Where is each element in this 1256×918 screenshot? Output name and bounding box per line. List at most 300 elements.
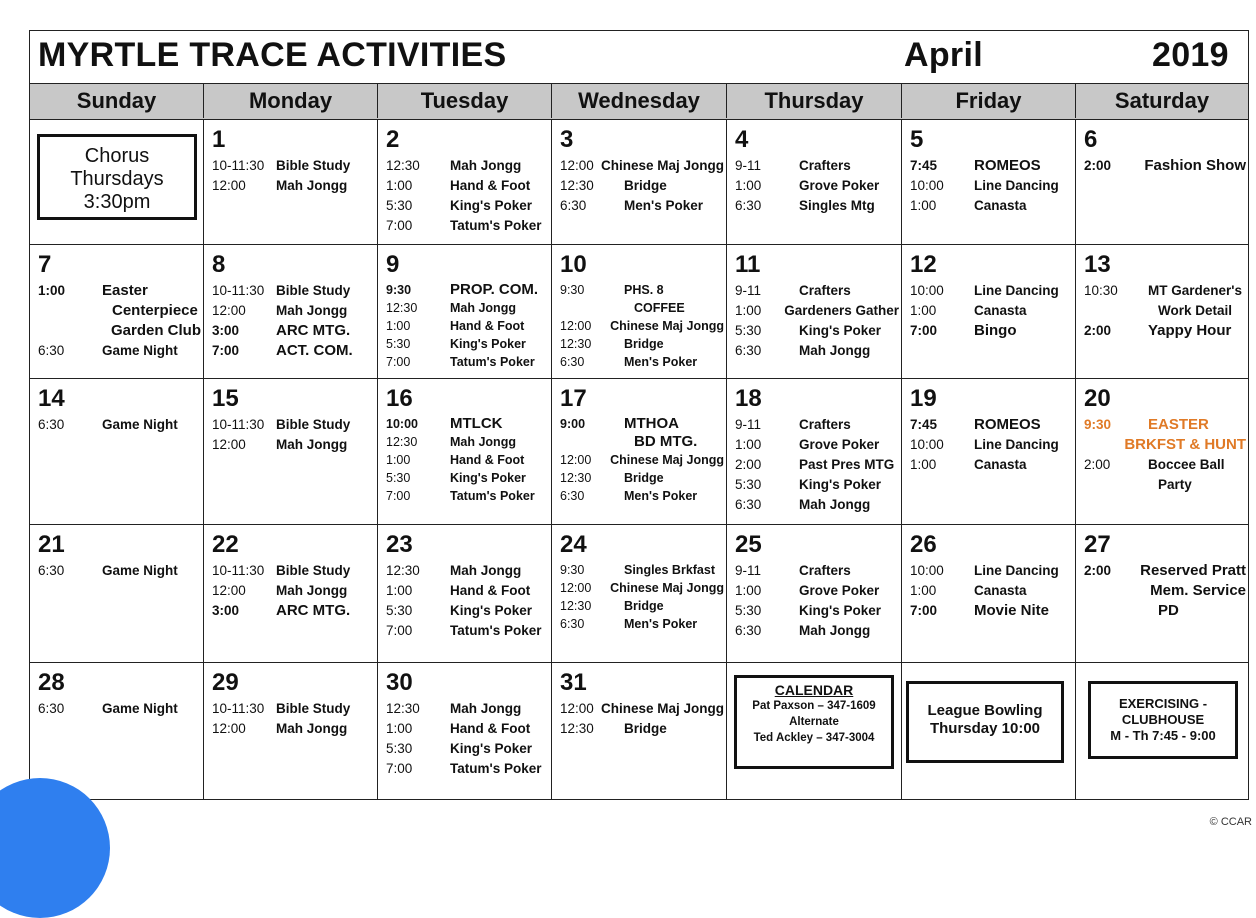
event-time: 12:30 [560, 471, 592, 485]
event-row [735, 415, 899, 435]
event-time: 7:00 [910, 603, 938, 618]
event-time: 2:00 [1084, 323, 1112, 338]
event-time: 9:30 [560, 283, 585, 297]
event-label: Mah Jongg [799, 343, 871, 358]
event-label: ACT. COM. [276, 342, 353, 359]
event-row [735, 495, 899, 515]
event-row [910, 601, 1073, 621]
event-row [735, 455, 899, 475]
event-list [212, 281, 375, 361]
event-label: Men's Poker [624, 489, 698, 503]
event-time: 7:00 [386, 623, 413, 638]
event-label: Game Night [102, 563, 178, 578]
event-row [910, 176, 1073, 196]
event-label: Tatum's Poker [450, 761, 542, 776]
event-row [910, 561, 1073, 581]
event-time: 5:30 [386, 603, 413, 618]
title-bar [30, 31, 1248, 84]
event-list [1084, 156, 1246, 176]
event-time: 5:30 [735, 603, 762, 618]
event-row [910, 415, 1073, 435]
event-list [735, 561, 899, 641]
event-row [386, 561, 549, 581]
day-cell-14 [30, 379, 204, 525]
event-time: 10-11:30 [212, 417, 265, 432]
event-row [386, 216, 549, 236]
event-list [386, 281, 549, 371]
event-label: Mah Jongg [799, 623, 871, 638]
exercise-box-line: CLUBHOUSE [1121, 712, 1205, 727]
event-label: Mah Jongg [450, 701, 522, 716]
event-label: Reserved Pratt [1140, 562, 1246, 579]
day-cell-4 [727, 120, 902, 245]
event-row [1084, 435, 1246, 455]
event-list [212, 561, 375, 621]
event-label: Bridge [624, 471, 664, 485]
event-label: Mah Jongg [276, 583, 348, 598]
event-row [386, 759, 549, 779]
event-row [560, 579, 724, 597]
event-time: 6:30 [38, 343, 65, 358]
event-time [560, 433, 624, 451]
calendar [29, 30, 1249, 800]
event-row [386, 487, 549, 505]
event-row [386, 299, 549, 317]
event-time: 12:30 [386, 435, 418, 449]
event-label: Singles Mtg [799, 198, 875, 213]
day-number: 29 [212, 669, 239, 696]
event-time: 1:00 [386, 583, 413, 598]
event-time: 9:30 [560, 563, 585, 577]
event-row [386, 335, 549, 353]
event-label: Easter [102, 282, 148, 299]
event-label: MTLCK [450, 415, 503, 432]
event-label: Singles Brkfast [624, 563, 716, 577]
event-time: 6:30 [38, 563, 65, 578]
event-list [386, 415, 549, 505]
event-row [212, 156, 375, 176]
event-time: 10-11:30 [212, 158, 265, 173]
day-number: 30 [386, 669, 413, 696]
day-number: 5 [910, 126, 924, 153]
event-label: Hand & Foot [450, 583, 531, 598]
chorus-line: 3:30pm [83, 191, 151, 213]
event-label: MTHOA [624, 415, 679, 432]
exercise-box-line: M - Th 7:45 - 9:00 [1110, 728, 1216, 743]
event-time: 7:45 [910, 158, 938, 173]
event-row [560, 469, 724, 487]
event-row [212, 301, 375, 321]
event-row [735, 341, 899, 361]
weekday-wednesday: Wednesday [552, 84, 727, 118]
event-time [1084, 581, 1140, 601]
event-label: MT Gardener's [1148, 283, 1242, 298]
event-row [735, 435, 899, 455]
event-row [386, 719, 549, 739]
event-time: 7:00 [212, 343, 240, 358]
event-time: 1:00 [386, 178, 413, 193]
event-list [212, 156, 375, 196]
event-label: BD MTG. [634, 433, 698, 450]
day-cell-6 [1076, 120, 1248, 245]
day-number: 16 [386, 385, 413, 412]
calendar-month: April [904, 36, 983, 74]
event-label: Bible Study [276, 417, 351, 432]
event-time: 12:30 [386, 563, 420, 578]
event-row [1084, 475, 1246, 495]
event-label: Boccee Ball [1148, 457, 1225, 472]
event-label: Fashion Show [1144, 157, 1246, 174]
event-time: 10:30 [1084, 283, 1118, 298]
event-time: 6:30 [560, 617, 585, 631]
event-label: COFFEE [634, 301, 685, 315]
event-row [560, 281, 724, 299]
event-label: Game Night [102, 701, 178, 716]
weekday-thursday: Thursday [727, 84, 902, 118]
event-list [212, 699, 375, 739]
event-time: 12:00 [212, 178, 246, 193]
event-time: 12:00 [560, 453, 592, 467]
day-cell-2 [378, 120, 552, 245]
event-time: 12:30 [386, 301, 418, 315]
event-label: Bible Study [276, 563, 351, 578]
event-time: 1:00 [910, 457, 937, 472]
event-row [735, 561, 899, 581]
calendar-box-line: Alternate [789, 716, 839, 728]
event-row [212, 281, 375, 301]
event-time: 7:00 [386, 218, 413, 233]
event-time: 9-11 [735, 563, 762, 578]
event-list [212, 415, 375, 455]
event-label: Chinese Maj Jongg [610, 453, 724, 467]
event-list [560, 699, 724, 739]
day-number: 11 [735, 251, 761, 278]
day-number: 28 [38, 669, 65, 696]
event-list [560, 561, 724, 633]
day-number: 10 [560, 251, 587, 278]
event-row [735, 475, 899, 495]
event-label: Mah Jongg [799, 497, 871, 512]
event-label: Game Night [102, 417, 178, 432]
event-time: 9-11 [735, 158, 762, 173]
day-number: 31 [560, 669, 587, 696]
event-row [560, 615, 724, 633]
event-label: PHS. 8 [624, 283, 664, 297]
event-time: 1:00 [910, 198, 937, 213]
day-cell [902, 663, 1076, 799]
event-time: 10:00 [910, 178, 944, 193]
event-time [1084, 601, 1148, 621]
event-row [910, 581, 1073, 601]
event-label: Canasta [974, 198, 1027, 213]
day-cell-17 [552, 379, 727, 525]
event-label: Yappy Hour [1148, 322, 1232, 339]
event-row [386, 415, 549, 433]
event-row [910, 301, 1073, 321]
event-label: Chinese Maj Jongg [610, 581, 724, 595]
event-row [910, 321, 1073, 341]
event-time: 1:00 [735, 178, 762, 193]
event-list [735, 415, 899, 515]
event-row [386, 699, 549, 719]
event-label: Bridge [624, 178, 667, 193]
day-number: 25 [735, 531, 762, 558]
day-cell-31 [552, 663, 727, 799]
event-time: 6:30 [735, 497, 762, 512]
event-list [38, 415, 201, 435]
event-list [386, 156, 549, 236]
event-label: Crafters [799, 563, 851, 578]
event-row [735, 321, 899, 341]
weekday-tuesday: Tuesday [378, 84, 552, 118]
event-time: 1:00 [386, 721, 413, 736]
event-time [1084, 475, 1148, 495]
event-time: 10-11:30 [212, 563, 265, 578]
event-time [1084, 301, 1148, 321]
day-cell-27 [1076, 525, 1248, 663]
day-cell-15 [204, 379, 378, 525]
day-cell-28 [30, 663, 204, 799]
event-time: 7:00 [910, 323, 938, 338]
event-label: Mem. Service [1150, 582, 1246, 599]
event-row [386, 353, 549, 371]
event-label: EASTER [1148, 416, 1209, 433]
event-time: 3:00 [212, 323, 240, 338]
event-time: 6:30 [735, 623, 762, 638]
event-label: Mah Jongg [276, 721, 348, 736]
event-label: King's Poker [450, 741, 532, 756]
event-row [386, 281, 549, 299]
day-number: 7 [38, 251, 52, 278]
event-row [735, 601, 899, 621]
event-list [1084, 415, 1246, 495]
event-label: Bridge [624, 337, 664, 351]
day-cell-25 [727, 525, 902, 663]
weekday-sunday: Sunday [30, 84, 204, 118]
event-time: 12:00 [560, 701, 594, 716]
event-label: Hand & Foot [450, 319, 525, 333]
event-time: 6:30 [38, 701, 65, 716]
event-label: King's Poker [450, 337, 526, 351]
event-row [212, 341, 375, 361]
event-time [38, 301, 102, 321]
event-list [1084, 281, 1246, 341]
event-time: 5:30 [386, 741, 413, 756]
event-time: 12:00 [212, 303, 246, 318]
event-row [1084, 156, 1246, 176]
event-time [560, 299, 624, 317]
event-row [212, 581, 375, 601]
event-row [212, 321, 375, 341]
event-time: 5:30 [386, 471, 411, 485]
day-number: 15 [212, 385, 239, 412]
event-time [38, 321, 101, 341]
event-time: 7:00 [386, 489, 411, 503]
day-cell [1076, 663, 1248, 799]
event-row [1084, 455, 1246, 475]
event-row [386, 196, 549, 216]
event-time: 3:00 [212, 603, 240, 618]
event-list [386, 699, 549, 779]
event-label: Movie Nite [974, 602, 1050, 619]
calendar-title: MYRTLE TRACE ACTIVITIES [38, 36, 507, 74]
event-row [735, 581, 899, 601]
event-time: 10:00 [910, 283, 944, 298]
event-time: 9-11 [735, 283, 762, 298]
day-number: 6 [1084, 126, 1098, 153]
event-time: 2:00 [1084, 563, 1112, 578]
event-label: ROMEOS [974, 157, 1041, 174]
day-cell-7 [30, 245, 204, 379]
weekday-friday: Friday [902, 84, 1076, 118]
event-label: Men's Poker [624, 198, 703, 213]
calendar-year: 2019 [1152, 36, 1229, 74]
event-time: 6:30 [560, 355, 585, 369]
event-row [560, 156, 724, 176]
event-row [386, 621, 549, 641]
event-row [212, 435, 375, 455]
event-row [1084, 301, 1246, 321]
event-row [386, 176, 549, 196]
event-row [735, 176, 899, 196]
event-time: 1:00 [386, 319, 411, 333]
day-number: 21 [38, 531, 65, 558]
event-row [910, 196, 1073, 216]
calendar-box-heading: CALENDAR [774, 682, 854, 698]
calendar-box-line: Pat Paxson – 347-1609 [752, 700, 876, 712]
event-row [560, 561, 724, 579]
event-row [386, 156, 549, 176]
event-time: 1:00 [735, 303, 762, 318]
event-label: Chinese Maj Jongg [610, 319, 724, 333]
event-label: Bible Study [276, 701, 351, 716]
event-row [560, 433, 724, 451]
event-time: 12:00 [212, 583, 246, 598]
event-row [560, 299, 724, 317]
day-number: 9 [386, 251, 400, 278]
event-row [1084, 561, 1246, 581]
event-row [560, 451, 724, 469]
event-time: 10:00 [910, 563, 944, 578]
event-label: BRKFST & HUNT [1124, 436, 1246, 453]
event-list [560, 281, 724, 371]
event-time: 10:00 [386, 417, 418, 431]
day-cell-10 [552, 245, 727, 379]
day-cell-1 [204, 120, 378, 245]
event-label: Bridge [624, 721, 667, 736]
day-cell-26 [902, 525, 1076, 663]
event-row [1084, 601, 1246, 621]
event-label: PD [1158, 602, 1179, 619]
day-number: 4 [735, 126, 749, 153]
day-number: 8 [212, 251, 226, 278]
event-label: Mah Jongg [276, 178, 348, 193]
event-label: King's Poker [450, 198, 532, 213]
event-time: 1:00 [386, 453, 411, 467]
event-row [38, 561, 201, 581]
event-list [735, 281, 899, 361]
day-cell [30, 120, 204, 245]
event-time: 1:00 [38, 283, 66, 298]
event-label: Tatum's Poker [450, 489, 535, 503]
weekday-saturday: Saturday [1114, 88, 1210, 113]
event-list [910, 156, 1073, 216]
event-time: 12:00 [560, 581, 592, 595]
event-row [735, 281, 899, 301]
event-label: Line Dancing [974, 563, 1059, 578]
day-cell-11 [727, 245, 902, 379]
event-time: 6:30 [38, 417, 65, 432]
event-time: 1:00 [910, 583, 937, 598]
event-label: Canasta [974, 303, 1027, 318]
calendar-box-line: Ted Ackley – 347-3004 [753, 732, 875, 744]
chorus-line: Chorus [84, 145, 150, 167]
event-time: 9-11 [735, 417, 762, 432]
event-list [560, 415, 724, 505]
event-row [386, 739, 549, 759]
day-number: 12 [910, 251, 937, 278]
event-list [386, 561, 549, 641]
event-row [38, 341, 201, 361]
event-time: 12:00 [212, 437, 246, 452]
event-label: Grove Poker [799, 583, 880, 598]
day-cell-30 [378, 663, 552, 799]
event-label: Line Dancing [974, 437, 1059, 452]
weekday-header-row [30, 84, 1248, 120]
event-time: 12:30 [560, 337, 592, 351]
event-row [212, 561, 375, 581]
event-time: 9:00 [560, 417, 586, 431]
event-row [1084, 415, 1246, 435]
event-label: Party [1158, 477, 1192, 492]
day-number: 13 [1084, 251, 1111, 278]
day-number: 1 [212, 126, 226, 153]
event-row [560, 353, 724, 371]
day-number: 22 [212, 531, 239, 558]
event-label: Men's Poker [624, 355, 698, 369]
day-cell-5 [902, 120, 1076, 245]
event-label: Mah Jongg [276, 303, 348, 318]
event-label: Bingo [974, 322, 1017, 339]
event-time: 6:30 [735, 343, 762, 358]
event-row [560, 487, 724, 505]
event-label: Garden Club [110, 322, 201, 339]
event-row [560, 415, 724, 433]
day-number: 2 [386, 126, 400, 153]
credit-text: © CCAR [1209, 816, 1252, 828]
event-label: Hand & Foot [450, 178, 531, 193]
event-label: Men's Poker [624, 617, 698, 631]
day-cell-23 [378, 525, 552, 663]
event-list [735, 156, 899, 216]
event-row [560, 719, 724, 739]
event-label: Grove Poker [799, 178, 880, 193]
day-number: 26 [910, 531, 937, 558]
event-label: Canasta [974, 457, 1027, 472]
event-label: Tatum's Poker [450, 623, 542, 638]
event-time: 10-11:30 [212, 701, 265, 716]
event-time: 12:30 [560, 599, 592, 613]
event-time: 5:30 [386, 198, 413, 213]
event-label: Bridge [624, 599, 664, 613]
event-time: 9:30 [1084, 417, 1112, 432]
day-cell-3 [552, 120, 727, 245]
day-number: 3 [560, 126, 574, 153]
event-time: 12:30 [560, 178, 594, 193]
event-label: King's Poker [450, 471, 526, 485]
event-label: King's Poker [799, 323, 881, 338]
exercise-box [1088, 681, 1238, 759]
